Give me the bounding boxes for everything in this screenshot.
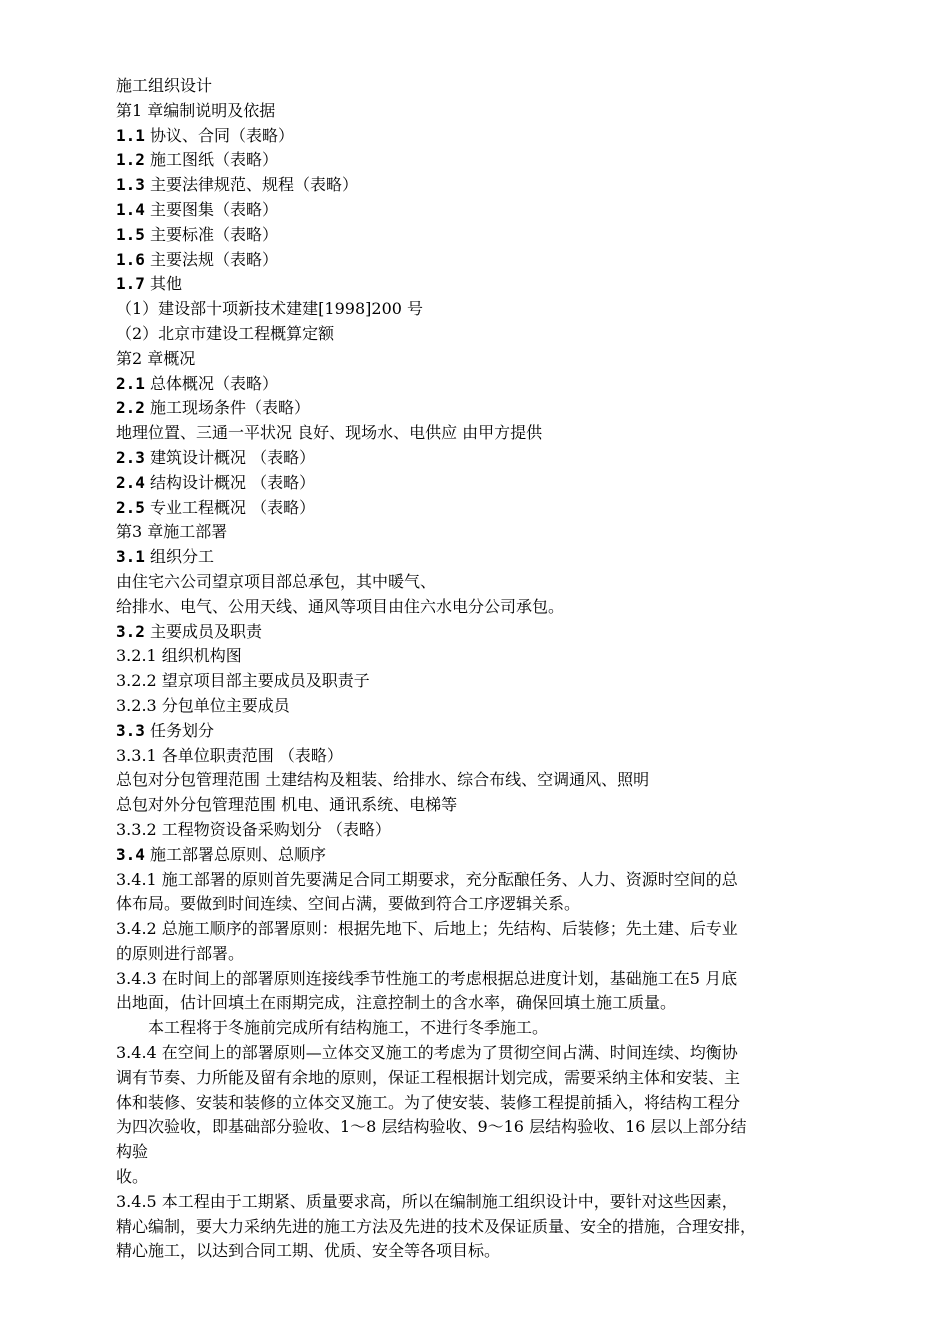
text-line (116, 669, 861, 694)
line-text: 施工部署总原则、总顺序 (144, 844, 326, 864)
line-text: 为四次验收，即基础部分验收、1～8 层结构验收、9～16 层结构验收、16 层以上部分结 (116, 1117, 747, 1137)
line-text: 体和装修、安装和装修的立体交叉施工。为了使安装、装修工程提前插入，将结构工程分 (116, 1092, 741, 1112)
text-line (116, 471, 861, 496)
text-line (116, 520, 861, 545)
text-line (116, 1239, 861, 1264)
text-line (116, 124, 861, 149)
text-line (116, 570, 861, 595)
text-line (116, 942, 861, 967)
line-text: 主要成员及职责 (144, 621, 262, 641)
document-body (116, 74, 861, 1264)
line-text: 总体概况（表略） (144, 373, 278, 393)
line-text: 构验 (116, 1142, 149, 1162)
text-line (116, 173, 861, 198)
text-line (116, 99, 861, 124)
line-text: 由住宅六公司望京项目部总承包，其中暖气、 (116, 571, 437, 591)
line-text: 调有节奏、力所能及留有余地的原则，保证工程根据计划完成，需要采纳主体和安装、主 (116, 1067, 741, 1087)
line-text: 施工图纸（表略） (144, 150, 278, 170)
text-line (116, 1041, 861, 1066)
text-line (116, 272, 861, 297)
text-line (116, 421, 861, 446)
line-text: 3.4.1 施工部署的原则首先要满足合同工期要求，充分酝酿任务、人力、资源时空间的总 (116, 869, 738, 889)
text-line (116, 1091, 861, 1116)
text-line (116, 1016, 861, 1041)
text-line (116, 496, 861, 521)
line-text: （2）北京市建设工程概算定额 (116, 323, 335, 343)
text-line (116, 446, 861, 471)
text-line (116, 719, 861, 744)
text-line (116, 297, 861, 322)
line-text: 总包对分包管理范围 土建结构及粗装、给排水、综合布线、空调通风、照明 (116, 770, 650, 790)
section-number: 1.1 (116, 125, 145, 145)
line-text: 任务划分 (144, 720, 214, 740)
text-line (116, 744, 861, 769)
text-line (116, 818, 861, 843)
text-line (116, 396, 861, 421)
text-line (116, 620, 861, 645)
section-number: 2.1 (116, 373, 145, 393)
line-text: 3.2.3 分包单位主要成员 (116, 695, 290, 715)
section-number: 2.2 (116, 398, 145, 418)
text-line (116, 892, 861, 917)
line-text: 3.4.4 在空间上的部署原则—立体交叉施工的考虑为了贯彻空间占满、时间连续、均衡协 (116, 1043, 738, 1063)
line-text: 3.4.2 总施工顺序的部署原则：根据先地下、后地上；先结构、后装修；先土建、后专业 (116, 919, 738, 939)
line-text: 体布局。要做到时间连续、空间占满，要做到符合工序逻辑关系。 (116, 894, 581, 914)
text-line (116, 347, 861, 372)
line-text: 第3 章施工部署 (116, 522, 228, 542)
line-text: 第1 章编制说明及依据 (116, 100, 276, 120)
line-text: （1）建设部十项新技术建建[1998]200 号 (116, 299, 424, 319)
section-number: 1.5 (116, 224, 145, 244)
line-text: 总包对外分包管理范围 机电、通讯系统、电梯等 (116, 795, 458, 815)
line-text: 的原则进行部署。 (116, 943, 245, 963)
section-number: 1.3 (116, 175, 145, 195)
line-text: 精心编制，要大力采纳先进的施工方法及先进的技术及保证质量、安全的措施，合理安排， (116, 1216, 757, 1236)
text-line (116, 322, 861, 347)
text-line (116, 148, 861, 173)
line-text: 精心施工，以达到合同工期、优质、安全等各项目标。 (116, 1241, 501, 1261)
section-number: 1.4 (116, 199, 145, 219)
section-number: 3.3 (116, 720, 145, 740)
line-text: 结构设计概况 （表略） (144, 472, 316, 492)
line-text: 施工现场条件（表略） (144, 398, 310, 418)
line-text: 3.2.1 组织机构图 (116, 646, 242, 666)
line-text: 协议、合同（表略） (144, 125, 294, 145)
text-line (116, 1140, 861, 1165)
line-text: 专业工程概况 （表略） (144, 497, 316, 517)
text-line (116, 793, 861, 818)
section-number: 1.7 (116, 274, 145, 294)
text-line (116, 868, 861, 893)
line-text: 3.3.2 工程物资设备采购划分 （表略） (116, 819, 391, 839)
text-line (116, 991, 861, 1016)
line-text: 第2 章概况 (116, 348, 196, 368)
section-number: 1.2 (116, 150, 145, 170)
line-text: 建筑设计概况 （表略） (144, 447, 316, 467)
line-text: 给排水、电气、公用天线、通风等项目由住六水电分公司承包。 (116, 596, 565, 616)
text-line (116, 372, 861, 397)
section-number: 2.3 (116, 447, 145, 467)
text-line (116, 223, 861, 248)
text-line (116, 967, 861, 992)
text-line (116, 74, 861, 99)
line-text: 地理位置、三通一平状况 良好、现场水、电供应 由甲方提供 (116, 423, 543, 443)
line-text: 组织分工 (144, 547, 214, 567)
line-text: 收。 (116, 1167, 149, 1187)
section-number: 2.5 (116, 497, 145, 517)
line-text: 施工组织设计 (116, 76, 213, 95)
line-text: 主要法规（表略） (144, 249, 278, 269)
text-line (116, 843, 861, 868)
line-text: 3.4.3 在时间上的部署原则连接线季节性施工的考虑根据总进度计划，基础施工在5 月底 (116, 968, 738, 988)
line-text: 主要图集（表略） (144, 199, 278, 219)
text-line (116, 1115, 861, 1140)
line-text: 主要标准（表略） (144, 224, 278, 244)
line-text: 其他 (144, 274, 182, 294)
line-text: 3.2.2 望京项目部主要成员及职责子 (116, 671, 370, 691)
text-line (116, 595, 861, 620)
text-line (116, 1190, 861, 1215)
text-line (116, 198, 861, 223)
section-number: 1.6 (116, 249, 145, 269)
text-line (116, 768, 861, 793)
text-line (116, 1215, 861, 1240)
text-line (116, 917, 861, 942)
section-number: 2.4 (116, 472, 145, 492)
line-text: 3.4.5 本工程由于工期紧、质量要求高，所以在编制施工组织设计中，要针对这些因素， (116, 1191, 738, 1211)
text-line (116, 644, 861, 669)
line-text: 本工程将于冬施前完成所有结构施工，不进行冬季施工。 (148, 1018, 549, 1038)
text-line (116, 248, 861, 273)
section-number: 3.2 (116, 621, 145, 641)
text-line (116, 1066, 861, 1091)
line-text: 3.3.1 各单位职责范围 （表略） (116, 745, 343, 765)
text-line (116, 694, 861, 719)
text-line (116, 1165, 861, 1190)
section-number: 3.4 (116, 844, 145, 864)
section-number: 3.1 (116, 547, 145, 567)
line-text: 出地面，估计回填土在雨期完成，注意控制土的含水率，确保回填土施工质量。 (116, 993, 677, 1013)
line-text: 主要法律规范、规程（表略） (144, 175, 358, 195)
text-line (116, 545, 861, 570)
